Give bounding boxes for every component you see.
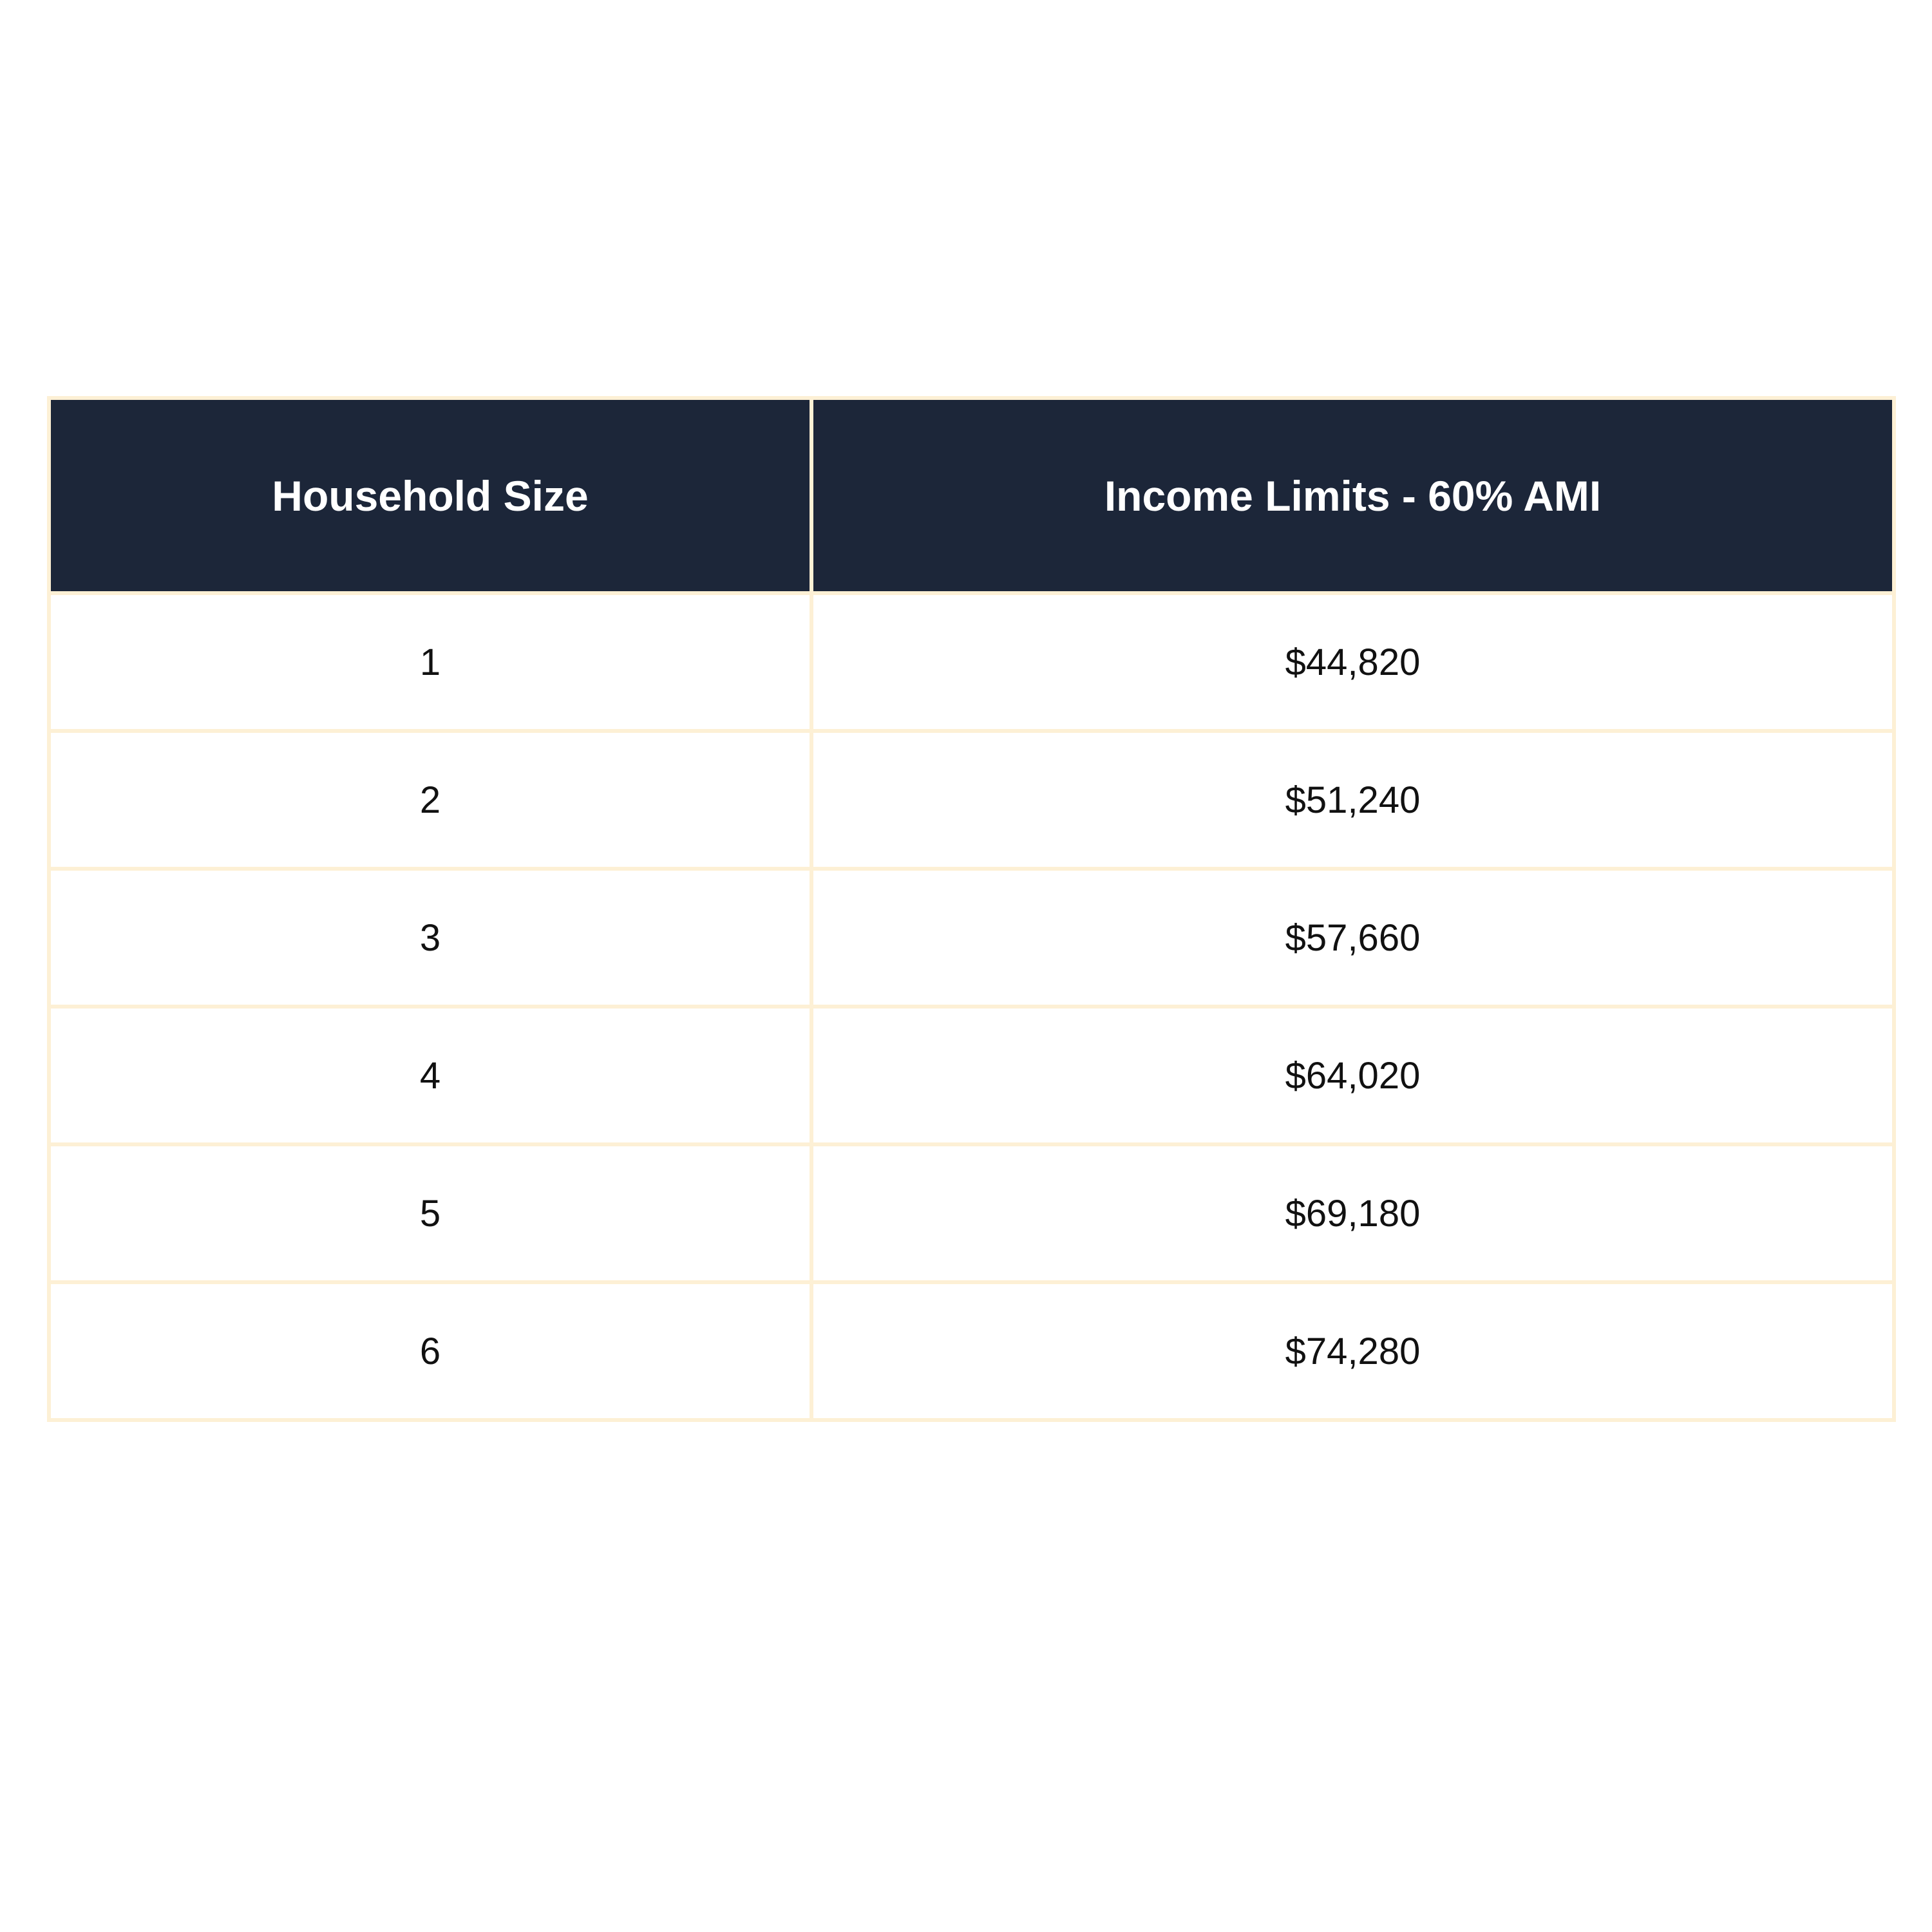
income-limit-cell: $74,280	[811, 1282, 1894, 1420]
household-size-cell: 4	[49, 1007, 811, 1144]
household-size-cell: 1	[49, 593, 811, 731]
table-header	[49, 398, 1894, 593]
header-income-limits: Income Limits - 60% AMI	[811, 398, 1894, 593]
table-row	[49, 593, 1894, 731]
header-row	[49, 398, 1894, 593]
income-limit-cell: $57,660	[811, 869, 1894, 1007]
household-size-cell: 3	[49, 869, 811, 1007]
table-row	[49, 1007, 1894, 1144]
table-row	[49, 1282, 1894, 1420]
table-row	[49, 731, 1894, 869]
table-body	[49, 593, 1894, 1420]
income-limit-cell: $69,180	[811, 1144, 1894, 1282]
table-row	[49, 1144, 1894, 1282]
income-limits-table	[47, 396, 1896, 1422]
income-limit-cell: $51,240	[811, 731, 1894, 869]
household-size-cell: 5	[49, 1144, 811, 1282]
table-row	[49, 869, 1894, 1007]
income-limit-cell: $64,020	[811, 1007, 1894, 1144]
household-size-cell: 6	[49, 1282, 811, 1420]
income-limit-cell: $44,820	[811, 593, 1894, 731]
household-size-cell: 2	[49, 731, 811, 869]
header-household-size: Household Size	[49, 398, 811, 593]
